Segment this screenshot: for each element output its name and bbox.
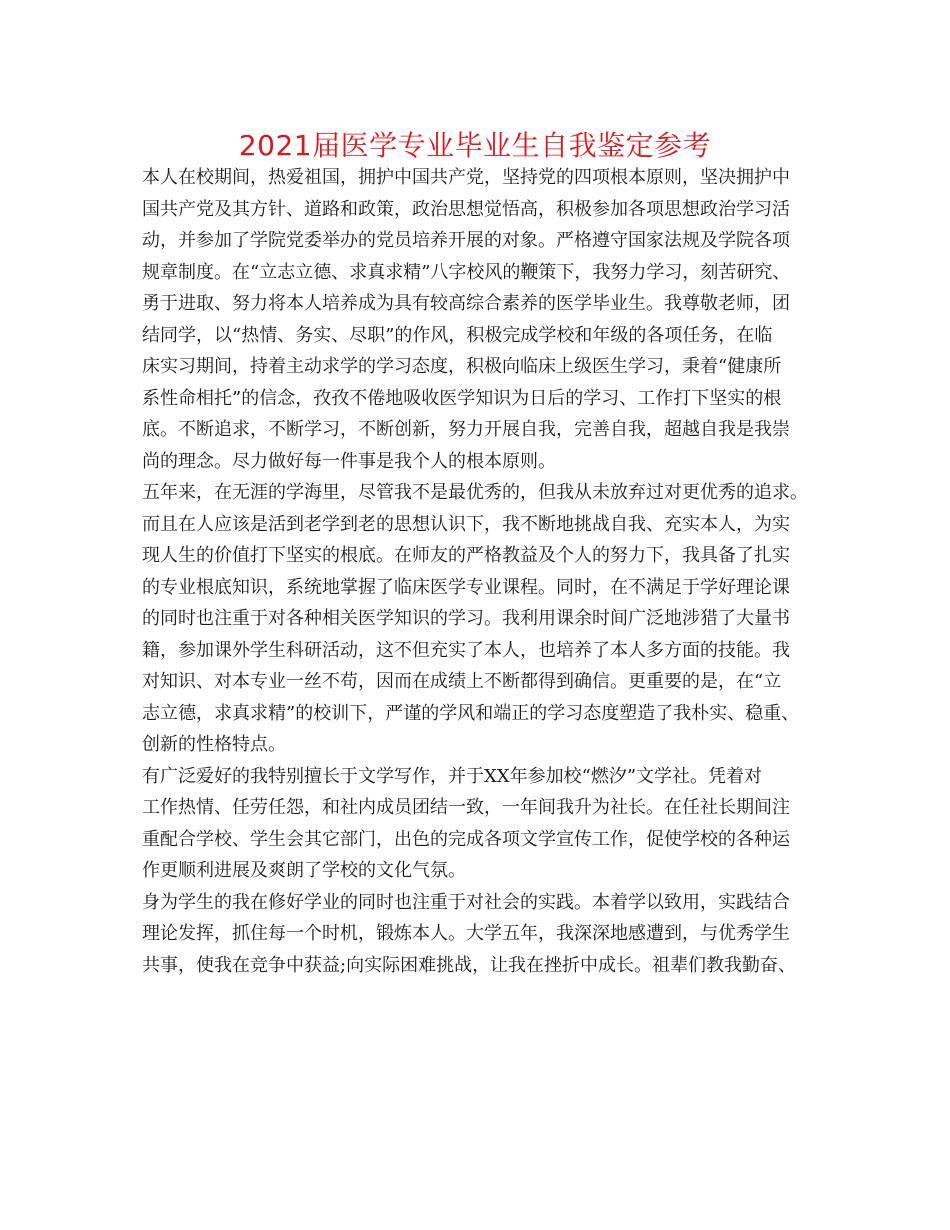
text-line: 的专业根底知识，系统地掌握了临床医学专业课程。同时，在不满足于学好理论课 [142,576,790,598]
text-line: 系性命相托”的信念，孜孜不倦地吸收医学知识为日后的学习、工作打下坚实的根 [142,387,782,409]
text-line: 现人生的价值打下坚实的根底。在师友的严格教益及个人的努力下，我具备了扎实 [142,545,790,566]
paragraph-3 [142,761,814,887]
text-line: 籍，参加课外学生科研活动，这不但充实了本人，也培养了本人多方面的技能。我 [142,639,790,661]
paragraph-1 [142,162,814,477]
text-line: 作更顺利进展及爽朗了学校的文化气氛。 [142,860,466,881]
text-line: 结同学，以“热情、务实、尽职”的作风，积极完成学校和年级的各项任务，在临 [142,324,773,346]
text-line: 工作热情、任劳任怨，和社内成员团结一致，一年间我升为社长。在任社长期间注 [142,797,790,818]
text-line: 床实习期间，持着主动求学的学习态度，积极向临床上级医生学习，秉着“健康所 [142,356,782,377]
text-line: 规章制度。在“立志立德、求真求精”八字校风的鞭策下，我努力学习，刻苦研究、 [142,261,791,283]
text-line: 尚的理念。尽力做好每一件事是我个人的根本原则。 [142,450,556,472]
text-line: 的同时也注重于对各种相关医学知识的学习。我利用课余时间广泛地涉猎了大量书 [142,608,790,629]
paragraph-4 [142,887,814,982]
text-line: 对知识、对本专业一丝不苟，因而在成绩上不断都得到确信。更重要的是，在“立 [142,671,782,692]
text-line: 重配合学校、学生会其它部门，出色的完成各项文学宣传工作，促使学校的各种运 [142,828,790,850]
document-body [142,162,814,981]
text-line: 本人在校期间，热爱祖国，拥护中国共产党，坚持党的四项根本原则，坚决拥护中 [142,167,790,188]
text-line: 理论发挥，抓住每一个时机，锻炼本人。大学五年，我深深地感遭到，与优秀学生 [142,923,790,944]
text-line: 志立德，求真求精”的校训下，严谨的学风和端正的学习态度塑造了我朴实、稳重、 [142,702,800,724]
text-line: 五年来，在无涯的学海里，尽管我不是最优秀的，但我从未放弃过对更优秀的追求。 [142,482,808,503]
document-title: 2021届医学专业毕业生自我鉴定参考 [238,129,712,162]
text-line: 创新的性格特点。 [142,734,286,755]
paragraph-2 [142,477,814,761]
text-line: 底。不断追求，不断学习，不断创新，努力开展自我，完善自我，超越自我是我崇 [142,419,790,440]
text-line: 动，并参加了学院党委举办的党员培养开展的对象。严格遵守国家法规及学院各项 [142,230,790,251]
text-line: 勇于进取、努力将本人培养成为具有较高综合素养的医学毕业生。我尊敬老师，团 [142,293,790,314]
text-line: 有广泛爱好的我特别擅长于文学写作，并于XX年参加校“燃汐”文学社。凭着对 [142,765,763,787]
text-line: 共事，使我在竞争中获益;向实际困难挑战，让我在挫折中成长。祖辈们教我勤奋、 [142,954,797,976]
text-line: 而且在人应该是活到老学到老的思想认识下，我不断地挑战自我、充实本人，为实 [142,513,790,535]
text-line: 国共产党及其方针、道路和政策，政治思想觉悟高，积极参加各项思想政治学习活 [142,198,790,220]
text-line: 身为学生的我在修好学业的同时也注重于对社会的实践。本着学以致用，实践结合 [142,891,790,913]
